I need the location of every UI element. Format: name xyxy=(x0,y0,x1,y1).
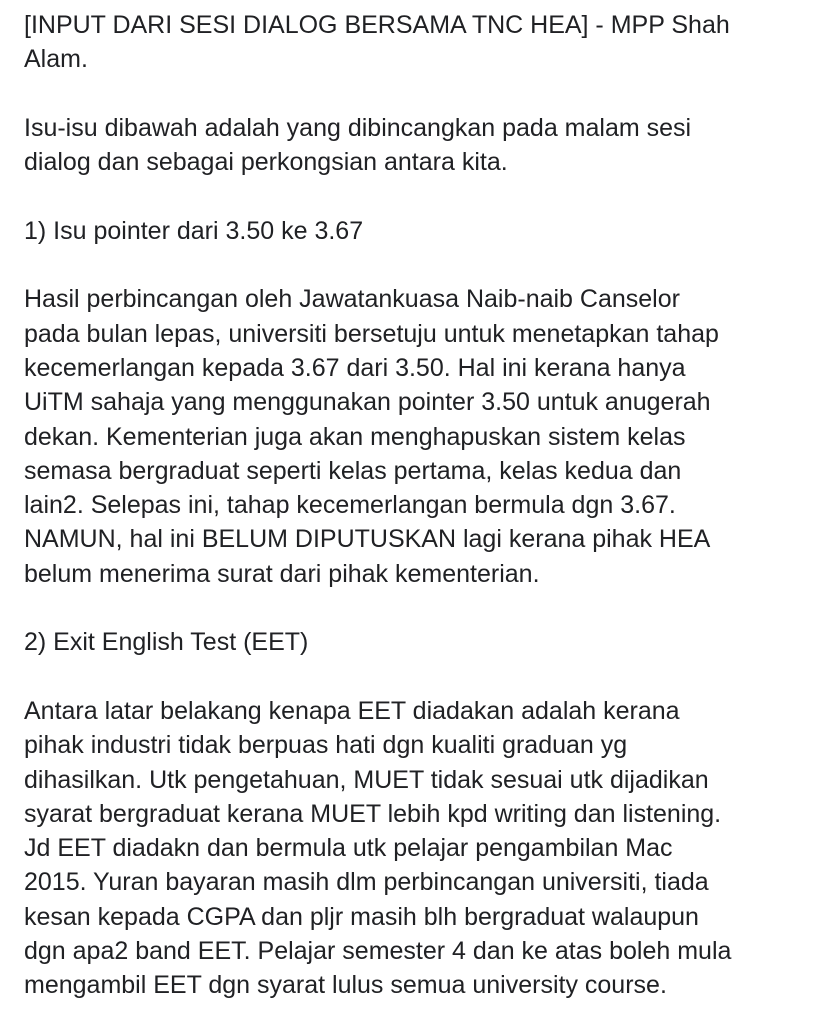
section-heading-eet: 2) Exit English Test (EET) xyxy=(24,628,309,657)
body-line: kecemerlangan kepada 3.67 dari 3.50. Hal ini kerana hanya xyxy=(24,353,686,382)
body-line: lain2. Selepas ini, tahap kecemerlangan bermula dgn 3.67. xyxy=(24,491,676,520)
section-body-eet xyxy=(24,694,804,1003)
body-line: belum menerima surat dari pihak kementerian. xyxy=(24,559,540,588)
post-title xyxy=(24,8,804,77)
post-body xyxy=(24,8,804,1003)
section-heading-pointer: 1) Isu pointer dari 3.50 ke 3.67 xyxy=(24,216,364,245)
paragraph-gap xyxy=(24,248,804,282)
paragraph-gap xyxy=(24,660,804,694)
body-line: Jd EET diadakn dan bermula utk pelajar pengambilan Mac xyxy=(24,834,673,863)
body-line: Antara latar belakang kenapa EET diadakan adalah kerana xyxy=(24,696,680,725)
body-line: semasa bergraduat seperti kelas pertama, kelas kedua dan xyxy=(24,456,682,485)
intro-line: dialog dan sebagai perkongsian antara kita. xyxy=(24,148,508,177)
paragraph-gap xyxy=(24,77,804,111)
body-line: dgn apa2 band EET. Pelajar semester 4 dan ke atas boleh mula xyxy=(24,937,732,966)
body-line: NAMUN, hal ini BELUM DIPUTUSKAN lagi kerana pihak HEA xyxy=(24,525,711,554)
body-line: kesan kepada CGPA dan pljr masih blh bergraduat walaupun xyxy=(24,902,699,931)
body-line: dihasilkan. Utk pengetahuan, MUET tidak sesuai utk dijadikan xyxy=(24,765,709,794)
post-title-line: Alam. xyxy=(24,45,88,74)
body-line: mengambil EET dgn syarat lulus semua university course. xyxy=(24,971,667,1000)
body-line: pada bulan lepas, universiti bersetuju untuk menetapkan tahap xyxy=(24,319,719,348)
body-line: 2015. Yuran bayaran masih dlm perbincangan universiti, tiada xyxy=(24,868,709,897)
body-line: UiTM sahaja yang menggunakan pointer 3.50 untuk anugerah xyxy=(24,388,711,417)
body-line: Hasil perbincangan oleh Jawatankuasa Naib-naib Canselor xyxy=(24,285,680,314)
intro-line: Isu-isu dibawah adalah yang dibincangkan pada malam sesi xyxy=(24,113,692,142)
body-line: syarat bergraduat kerana MUET lebih kpd writing dan listening. xyxy=(24,799,722,828)
paragraph-gap xyxy=(24,179,804,213)
body-line: dekan. Kementerian juga akan menghapuskan sistem kelas xyxy=(24,422,686,451)
paragraph-gap xyxy=(24,591,804,625)
post-title-line: [INPUT DARI SESI DIALOG BERSAMA TNC HEA] - MPP Shah xyxy=(24,11,730,39)
section-body-pointer xyxy=(24,282,804,591)
intro-paragraph xyxy=(24,111,804,180)
body-line: pihak industri tidak berpuas hati dgn kualiti graduan yg xyxy=(24,731,628,760)
